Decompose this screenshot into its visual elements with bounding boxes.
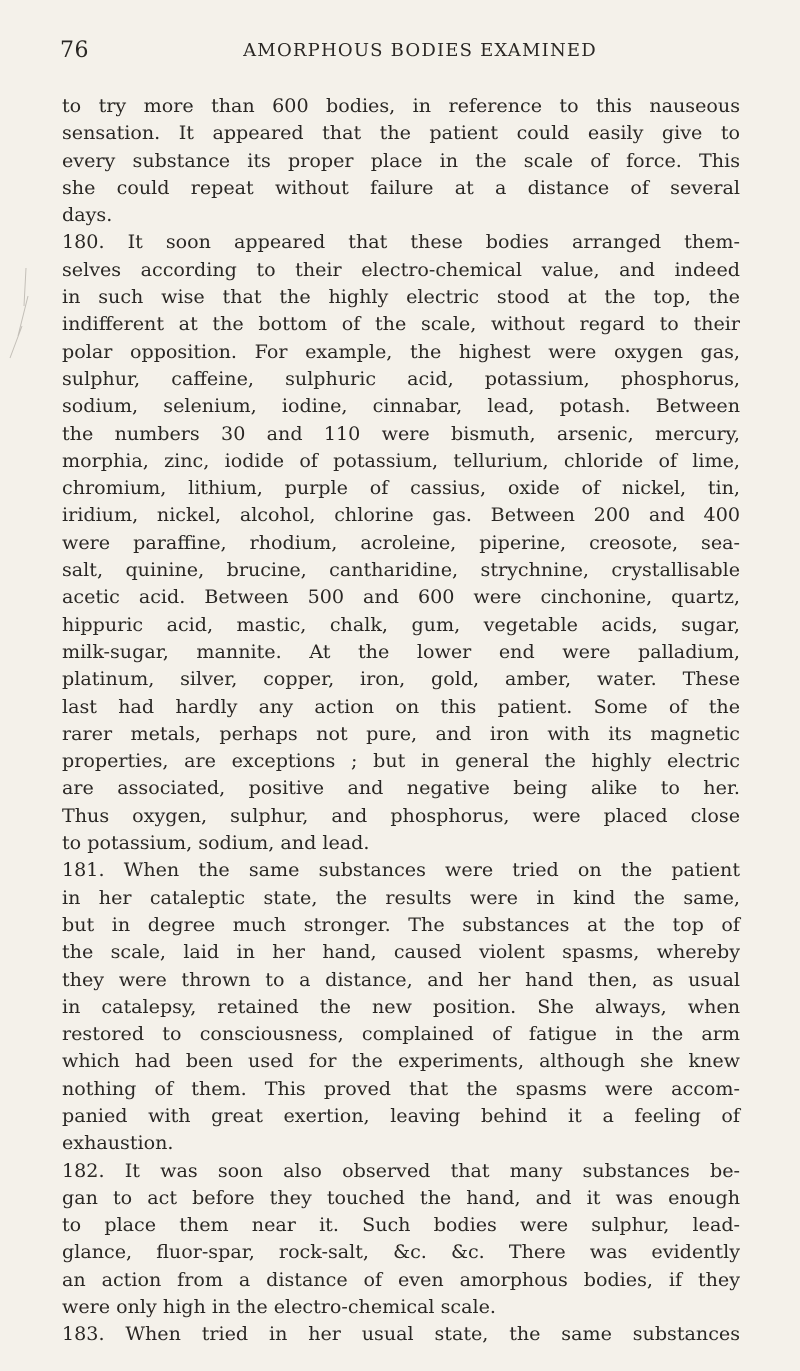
text-line: in her cataleptic state, the results were in kind the same, <box>62 885 740 909</box>
text-line: hippuric acid, mastic, chalk, gum, vegetable acids, sugar, <box>62 612 740 636</box>
text-line: which had been used for the experiments, although she knew <box>62 1049 740 1073</box>
text-line: days. <box>62 203 113 227</box>
text-line: rarer metals, perhaps not pure, and iron with its magnetic <box>62 721 740 745</box>
text-line: chromium, lithium, purple of cassius, oxide of nickel, tin, <box>62 476 740 500</box>
text-line: 183. When tried in her usual state, the same substances <box>62 1322 740 1346</box>
text-line: sodium, selenium, iodine, cinnabar, lead, potash. Between <box>62 394 740 418</box>
text-line: panied with great exertion, leaving behind it a feeling of <box>62 1103 740 1127</box>
text-line: in such wise that the highly electric stood at the top, the <box>62 285 740 309</box>
text-line: are associated, positive and negative being alike to her. <box>62 776 740 800</box>
text-line: polar opposition. For example, the highest were oxygen gas, <box>62 339 740 363</box>
text-line: the numbers 30 and 110 were bismuth, arsenic, mercury, <box>62 421 740 445</box>
text-line: to place them near it. Such bodies were sulphur, lead- <box>62 1213 740 1237</box>
text-line: sensation. It appeared that the patient could easily give to <box>62 121 740 145</box>
text-line: they were thrown to a distance, and her hand then, as usual <box>62 967 740 991</box>
text-line: 181. When the same substances were tried on the patient <box>62 858 740 882</box>
text-line: exhaustion. <box>62 1131 174 1155</box>
text-line: to potassium, sodium, and lead. <box>62 831 370 855</box>
text-line: she could repeat without failure at a distance of several <box>62 175 740 199</box>
text-line: platinum, silver, copper, iron, gold, amber, water. These <box>62 667 740 691</box>
text-line: 182. It was soon also observed that many substances be- <box>62 1158 740 1182</box>
text-line: in catalepsy, retained the new position. She always, when <box>62 994 740 1018</box>
text-line: the scale, laid in her hand, caused violent spasms, whereby <box>62 940 740 964</box>
text-line: 180. It soon appeared that these bodies arranged them- <box>62 230 740 254</box>
text-line: were only high in the electro-chemical scale. <box>62 1295 496 1319</box>
running-title: AMORPHOUS BODIES EXAMINED <box>243 40 597 61</box>
text-line: indifferent at the bottom of the scale, without regard to their <box>62 312 740 336</box>
text-line: salt, quinine, brucine, cantharidine, strychnine, crystallisable <box>62 558 740 582</box>
text-line: an action from a distance of even amorphous bodies, if they <box>62 1267 740 1291</box>
text-line: iridium, nickel, alcohol, chlorine gas. Between 200 and 400 <box>62 503 740 527</box>
text-line: gan to act before they touched the hand, and it was enough <box>62 1185 740 1209</box>
margin-scratch-mark <box>4 266 30 361</box>
text-line: nothing of them. This proved that the spasms were accom- <box>62 1076 740 1100</box>
body-text <box>62 92 740 1348</box>
page-number: 76 <box>60 38 89 63</box>
running-head <box>60 38 740 68</box>
text-line: restored to consciousness, complained of fatigue in the arm <box>62 1022 740 1046</box>
text-line: every substance its proper place in the scale of force. This <box>62 148 740 172</box>
text-line: selves according to their electro-chemical value, and indeed <box>62 257 740 281</box>
text-line: were paraffine, rhodium, acroleine, piperine, creosote, sea- <box>62 530 740 554</box>
text-line: morphia, zinc, iodide of potassium, tellurium, chloride of lime, <box>62 448 740 472</box>
text-line: glance, fluor-spar, rock-salt, &c. &c. There was evidently <box>62 1240 740 1264</box>
text-line: but in degree much stronger. The substances at the top of <box>62 912 740 936</box>
text-line: acetic acid. Between 500 and 600 were cinchonine, quartz, <box>62 585 740 609</box>
text-line: milk-sugar, mannite. At the lower end were palladium, <box>62 639 740 663</box>
text-line: to try more than 600 bodies, in reference to this nauseous <box>62 94 740 117</box>
text-line: properties, are exceptions ; but in general the highly electric <box>62 749 740 773</box>
text-line: sulphur, caffeine, sulphuric acid, potassium, phosphorus, <box>62 366 740 390</box>
text-line: last had hardly any action on this patient. Some of the <box>62 694 740 718</box>
text-line: Thus oxygen, sulphur, and phosphorus, were placed close <box>62 803 740 827</box>
